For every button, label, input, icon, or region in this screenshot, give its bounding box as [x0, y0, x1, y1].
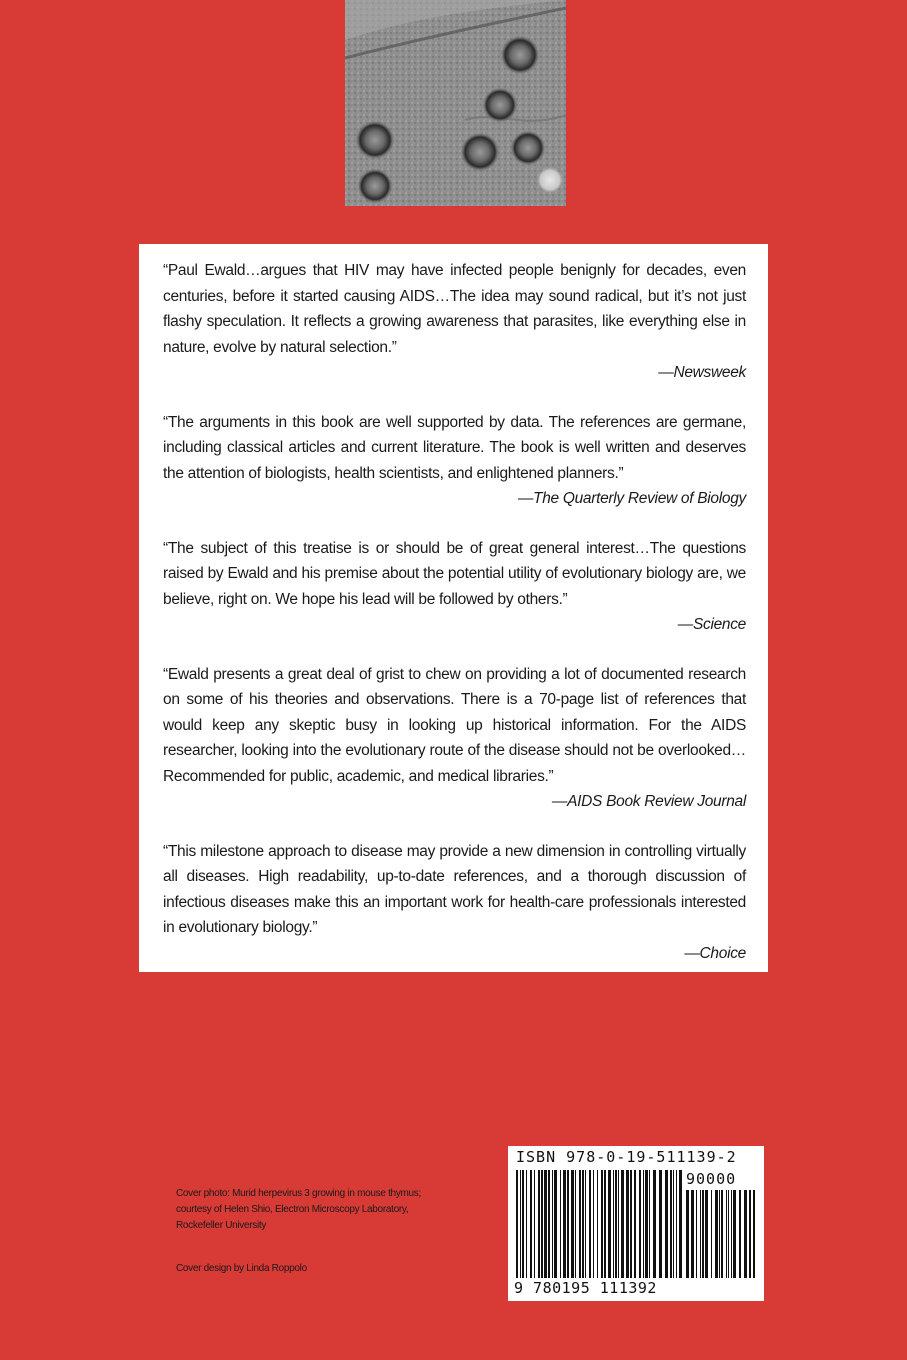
barcode-bar	[728, 1190, 729, 1278]
barcode-bar	[686, 1190, 689, 1278]
review-quote	[163, 662, 746, 815]
barcode-bar	[653, 1170, 656, 1278]
barcode-bar	[613, 1170, 614, 1278]
barcode-bar	[749, 1190, 751, 1278]
barcode-bar	[634, 1170, 636, 1278]
barcode-bar	[705, 1190, 708, 1278]
barcode-bar	[618, 1170, 619, 1278]
barcode-bar	[575, 1170, 576, 1278]
barcode-bar	[567, 1170, 569, 1278]
barcode-bar	[673, 1170, 674, 1278]
barcode-bar	[645, 1170, 648, 1278]
barcode-bar	[665, 1170, 668, 1278]
review-source: —Newsweek	[658, 364, 746, 381]
barcode-bar	[554, 1170, 557, 1278]
barcode-bar	[571, 1170, 574, 1278]
barcode-bar	[676, 1170, 677, 1278]
barcode-bar	[649, 1170, 650, 1278]
photo-credits	[176, 1186, 476, 1234]
barcode-bar	[597, 1170, 598, 1278]
barcode-bar	[526, 1170, 527, 1278]
barcode-bar	[670, 1170, 672, 1278]
barcode-bar	[700, 1190, 701, 1278]
review-quote	[163, 839, 746, 967]
barcode-bar	[563, 1170, 566, 1278]
barcode-bar	[731, 1190, 732, 1278]
review-text: “The arguments in this book are well supported by data. The references are germane, including classical articles and current literature. The book is well written and deserves the attention of biologists, health scientists, and enlightened planners.”	[163, 413, 746, 482]
barcode-bar	[715, 1190, 718, 1278]
barcode-bar	[593, 1170, 594, 1278]
ean-number: 9 780195 111392	[514, 1279, 657, 1297]
isbn-barcode	[508, 1146, 764, 1301]
review-source: —AIDS Book Review Journal	[551, 793, 746, 810]
barcode-bar	[711, 1190, 712, 1278]
barcode-bar	[589, 1170, 591, 1278]
barcode-bar	[626, 1170, 629, 1278]
barcode-bar	[541, 1170, 543, 1278]
price-addon-number: 90000	[686, 1170, 737, 1188]
barcode-bar	[643, 1170, 644, 1278]
barcode-bar	[621, 1170, 624, 1278]
cover-photo-virus	[345, 0, 566, 206]
barcode-bar	[696, 1190, 697, 1278]
barcode-bar	[630, 1170, 632, 1278]
design-credit: Cover design by Linda Roppolo	[176, 1263, 307, 1274]
barcode-bar	[604, 1170, 606, 1278]
barcode-bar	[733, 1190, 736, 1278]
barcode-bar	[659, 1170, 662, 1278]
barcode-bar	[721, 1190, 723, 1278]
reviews-box	[139, 244, 768, 972]
review-text: “This milestone approach to disease may provide a new dimension in controlling virtually all diseases. High readability, up-to-date references, and a thorough discussion of infectious diseases make this an important work for health-care professionals interested in evolutionary biology.”	[163, 842, 746, 936]
review-quote	[163, 258, 746, 386]
barcode-bar	[753, 1190, 755, 1278]
review-quote	[163, 410, 746, 512]
ean-barcode-bars	[516, 1170, 682, 1278]
barcode-bar	[534, 1170, 535, 1278]
barcode-bar	[691, 1190, 694, 1278]
isbn-number: ISBN 978-0-19-511139-2	[516, 1148, 737, 1166]
photo-credit-line: Cover photo: Murid herpevirus 3 growing in mouse thymus;	[176, 1188, 421, 1199]
barcode-bar	[582, 1170, 584, 1278]
barcode-bar	[552, 1170, 553, 1278]
review-source: —Science	[677, 616, 746, 633]
review-text: “The subject of this treatise is or should be of great general interest…The questions raised by Ewald and his premise about the potential utility of evolutionary biology are, we believe, right on. We hope his lead will be followed by others.”	[163, 539, 746, 608]
review-quote	[163, 536, 746, 638]
barcode-bar	[548, 1170, 550, 1278]
barcode-bar	[726, 1190, 727, 1278]
barcode-bar	[579, 1170, 581, 1278]
barcode-bar	[702, 1190, 704, 1278]
barcode-bar	[520, 1170, 521, 1278]
photo-credit-line: Rockefeller University	[176, 1220, 267, 1231]
review-text: “Ewald presents a great deal of grist to chew on providing a lot of documented research on some of his theories and observations. There is a 70-page list of references that would keep any skeptic busy in looking up historical information. For the AIDS researcher, looking into the evolutionary route of the disease should not be overlooked…Recommended for public, academic, and medical libraries.”	[163, 665, 746, 785]
barcode-bar	[739, 1190, 741, 1278]
barcode-bar	[744, 1190, 747, 1278]
review-source: —The Quarterly Review of Biology	[517, 490, 746, 507]
barcode-bar	[538, 1170, 540, 1278]
photo-credit-line: courtesy of Helen Shio, Electron Microscopy Laboratory,	[176, 1204, 409, 1215]
addon-barcode-bars	[686, 1190, 758, 1278]
review-text: “Paul Ewald…argues that HIV may have infected people benignly for decades, even centuries, before it started causing AIDS…The idea may sound radical, but it’s not just flashy speculation. It reflects a growing awareness that parasites, like everything else in nature, evolve by natural selection.”	[163, 262, 746, 356]
barcode-bar	[560, 1170, 561, 1278]
barcode-bar	[608, 1170, 611, 1278]
barcode-bar	[639, 1170, 641, 1278]
barcode-bar	[719, 1190, 720, 1278]
barcode-bar	[516, 1170, 518, 1278]
barcode-bar	[522, 1170, 524, 1278]
review-source: —Choice	[684, 944, 746, 962]
barcode-bar	[585, 1170, 586, 1278]
barcode-bar	[544, 1170, 547, 1278]
barcode-bar	[601, 1170, 603, 1278]
barcode-bar	[679, 1170, 682, 1278]
barcode-bar	[615, 1170, 617, 1278]
barcode-bar	[530, 1170, 532, 1278]
